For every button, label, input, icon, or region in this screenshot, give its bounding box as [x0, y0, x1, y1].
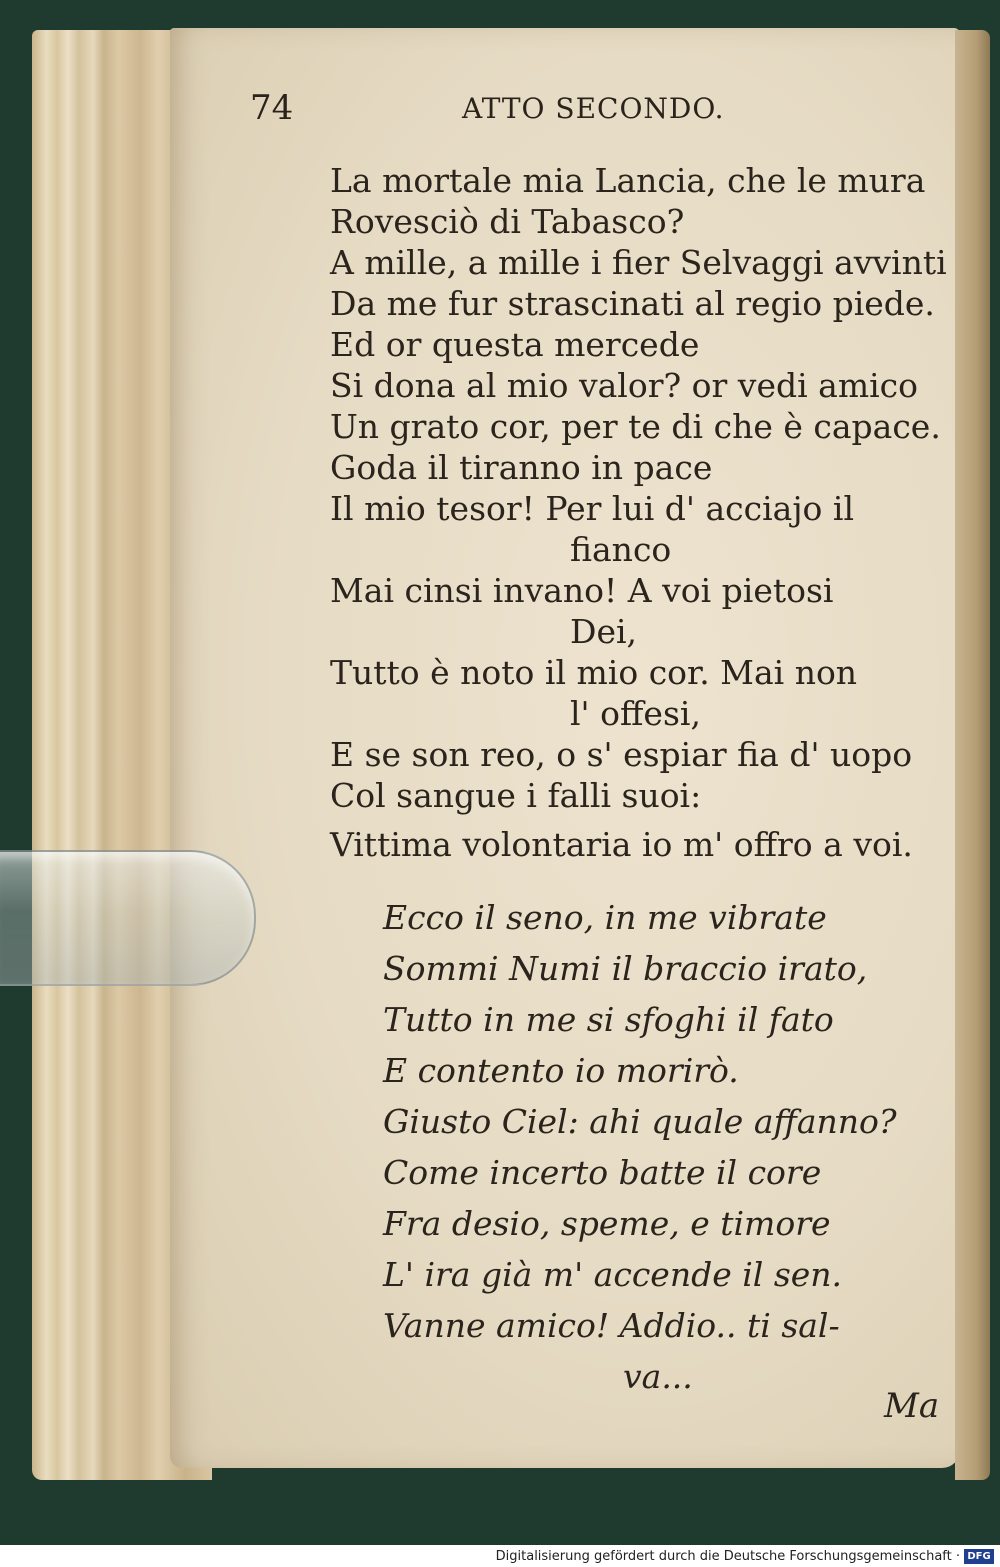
text-line: Col sangue i falli suoi:	[330, 776, 702, 815]
aria-text	[383, 892, 943, 1402]
verse-line: va...	[623, 1357, 693, 1396]
verse-line: Fra desio, speme, e timore	[383, 1204, 831, 1243]
text-line: Mai cinsi invano! A voi pietosi	[330, 571, 834, 610]
page-header	[250, 88, 790, 138]
verse-line: Vanne amico! Addio.. ti sal-	[383, 1306, 840, 1345]
text-line: Si dona al mio valor? or vedi amico	[330, 366, 919, 405]
text-line: Da me fur strascinati al regio piede.	[330, 284, 935, 323]
footer-bar	[0, 1545, 1000, 1567]
funding-credit: Digitalisierung gefördert durch die Deutsche Forschungsgemeinschaft ·	[495, 1549, 960, 1564]
verse-line: Ecco il seno, in me vibrate	[383, 898, 827, 937]
page-right-edge	[955, 30, 990, 1480]
text-line: Tutto è noto il mio cor. Mai non	[330, 653, 858, 692]
text-line: La mortale mia Lancia, che le mura	[330, 161, 926, 200]
recitative-text	[330, 160, 947, 865]
text-line: Un grato cor, per te di che è capace.	[330, 407, 941, 446]
text-line: E se son reo, o s' espiar fia d' uopo	[330, 735, 913, 774]
catchword: Ma	[884, 1386, 940, 1426]
text-line: Il mio tesor! Per lui d' acciajo il	[330, 489, 855, 528]
verse-line: Come incerto batte il core	[383, 1153, 822, 1192]
verse-line: Giusto Ciel: ahi quale affanno?	[383, 1102, 897, 1141]
text-line: A mille, a mille i fier Selvaggi avvinti	[330, 243, 947, 282]
page-number: 74	[250, 88, 294, 128]
text-line: Rovesciò di Tabasco?	[330, 202, 685, 241]
verse-line: Sommi Numi il braccio irato,	[383, 949, 868, 988]
dfg-logo-icon: DFG	[964, 1549, 994, 1564]
running-head: ATTO SECONDO.	[462, 92, 725, 125]
verse-line: L' ira già m' accende il sen.	[383, 1255, 843, 1294]
text-line: Dei,	[570, 612, 638, 651]
text-line: fianco	[570, 530, 672, 569]
text-line: l' offesi,	[570, 694, 701, 733]
verse-line: Tutto in me si sfoghi il fato	[383, 1000, 834, 1039]
glass-page-holder	[0, 850, 256, 986]
text-line: Ed or questa mercede	[330, 325, 700, 364]
text-line: Goda il tiranno in pace	[330, 448, 713, 487]
verse-line: E contento io morirò.	[383, 1051, 739, 1090]
text-line: Vittima volontaria io m' offro a voi.	[330, 825, 913, 864]
